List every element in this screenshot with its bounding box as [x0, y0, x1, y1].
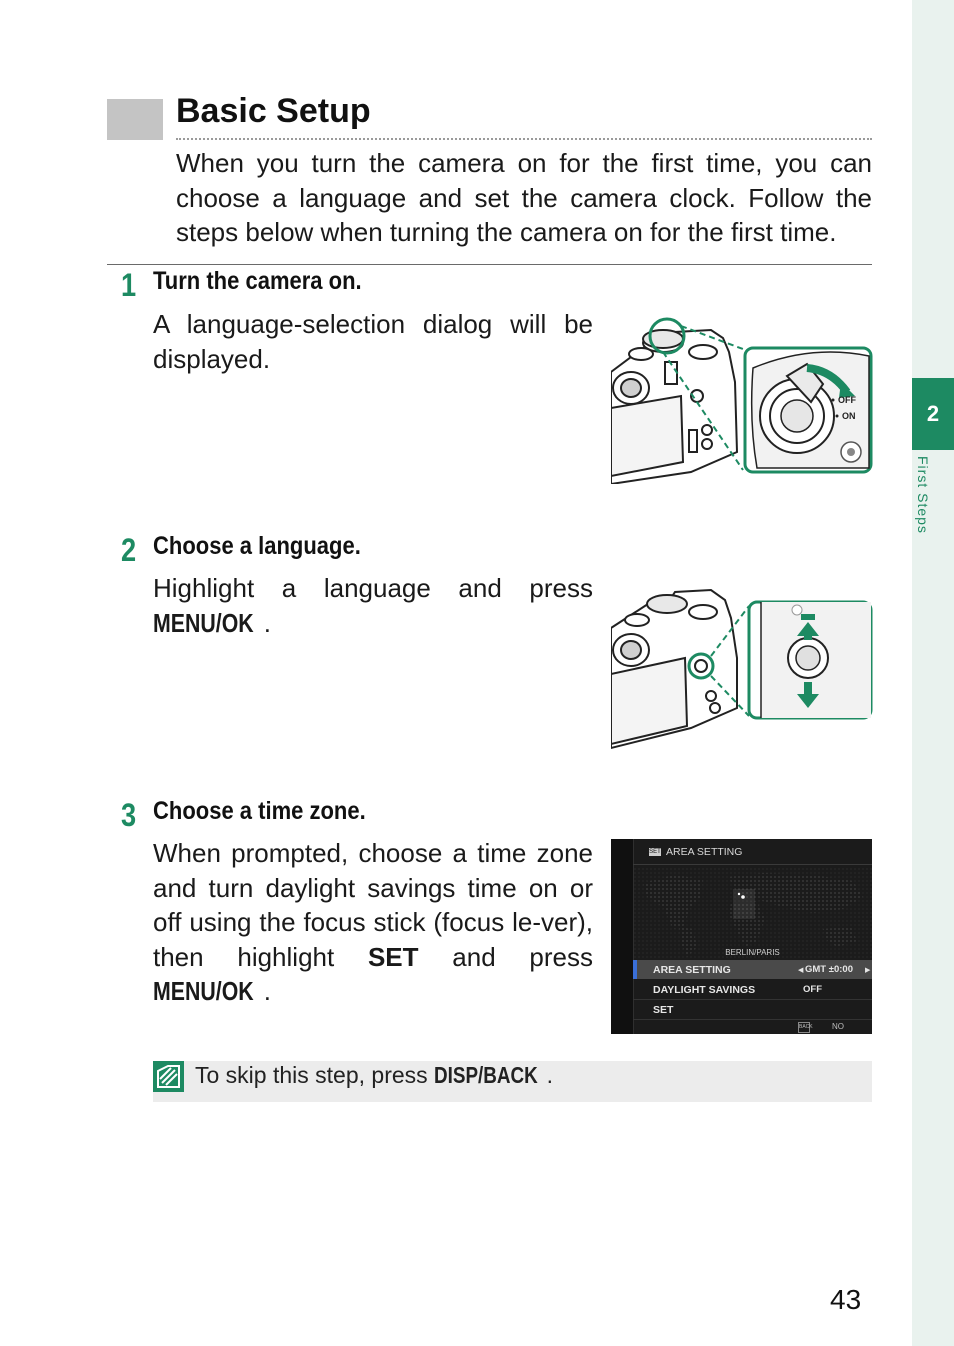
focus-stick-illustration	[611, 588, 873, 750]
daylight-savings-label: DAYLIGHT SAVINGS	[653, 983, 756, 996]
page-title: Basic Setup	[176, 92, 371, 130]
daylight-savings-row[interactable]	[633, 980, 872, 1000]
note-icon	[153, 1061, 184, 1092]
set-row[interactable]	[633, 1000, 872, 1020]
lcd-footer-label: NO	[832, 1022, 844, 1031]
note-suffix: .	[546, 1062, 553, 1088]
right-arrow-icon: ▶	[865, 966, 871, 974]
step-number: 2	[121, 532, 137, 568]
area-setting-row[interactable]	[633, 960, 872, 979]
camera-lcd-screenshot	[611, 839, 872, 1034]
switch-on-label: ON	[842, 411, 856, 421]
step-number: 3	[121, 797, 137, 833]
note-prefix: To skip this step, press	[195, 1062, 435, 1088]
step-body-text: and press	[418, 941, 594, 972]
lcd-footer	[633, 1020, 872, 1034]
step-title: Choose a time zone.	[153, 797, 366, 825]
note-text	[195, 1062, 553, 1089]
intro-paragraph: When you turn the camera on for the first time, you can choose a language and set the camera clock. Follow the steps below when turning the camera on for the first time.	[176, 148, 872, 247]
world-map	[633, 867, 872, 959]
set-keyword: SET	[367, 941, 419, 972]
title-divider	[176, 138, 872, 140]
page-number: 43	[830, 1284, 862, 1315]
power-switch-illustration	[611, 312, 873, 484]
chapter-label: First Steps	[915, 456, 931, 534]
heading-marker	[107, 99, 163, 140]
lcd-city-label: BERLIN/PARIS	[725, 948, 780, 957]
step-body-text: Highlight a language and press	[153, 573, 593, 603]
daylight-savings-value: OFF	[803, 984, 822, 995]
step-body	[153, 571, 593, 640]
setup-icon: SET	[649, 848, 661, 855]
note-box	[153, 1061, 872, 1102]
side-strip	[912, 0, 954, 1346]
step-number: 1	[121, 267, 137, 303]
step-body-suffix: .	[263, 607, 272, 638]
area-setting-label: AREA SETTING	[653, 963, 731, 976]
step-body-text: When prompted, choose a time zone and turn daylight savings time on or off using the focus stick (focus le-ver), then highlight	[153, 838, 593, 972]
step-body-suffix: .	[263, 976, 272, 1006]
menu-ok-button-label: MENU/OK	[153, 607, 254, 638]
switch-off-label: OFF	[838, 395, 856, 405]
disp-back-button-label: DISP/BACK	[434, 1062, 538, 1088]
section-divider	[107, 264, 872, 265]
step-title: Choose a language.	[153, 532, 361, 560]
left-arrow-icon: ◀	[798, 966, 804, 974]
set-label: SET	[653, 1003, 674, 1016]
step-body	[153, 836, 593, 1009]
back-icon: BACK	[798, 1022, 810, 1033]
step-title: Turn the camera on.	[153, 267, 362, 295]
chapter-tab: 2	[912, 378, 954, 450]
lcd-header	[633, 839, 872, 865]
area-setting-value: GMT ±0:00	[805, 964, 853, 975]
menu-ok-button-label: MENU/OK	[153, 976, 254, 1006]
lcd-side-strip	[611, 839, 634, 1034]
step-body: A language-selection dialog will be displayed.	[153, 309, 593, 374]
lcd-header-title: AREA SETTING	[666, 845, 743, 858]
